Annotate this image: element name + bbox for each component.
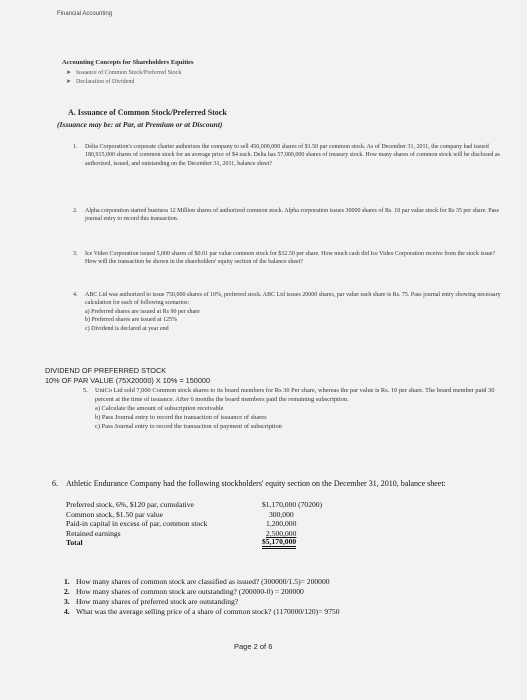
sub-questions bbox=[64, 577, 514, 617]
list-item: 3. How many shares of preferred stock are outstanding? bbox=[64, 597, 239, 606]
table-row: Paid-in capital in excess of par, common stock 1,200,000 bbox=[66, 519, 297, 529]
scenario-item: c) Dividend is declared at year end bbox=[85, 325, 169, 332]
question-4: 4. ABC Ltd was authorized to issue 750,000 shares of 10%, preferred stock. ABC Ltd issues 20000 shares, par value each share is Rs. 75. Pass journal entry showing necessary calculation for each of following scenarios: a) Preferred shares are issued at Rs 90 per share b) Preferred shares are issued at 125% c) Dividend is declared at year end bbox=[85, 291, 505, 333]
scenario-item: a) Preferred shares are issued at Rs 90 per share bbox=[85, 308, 200, 315]
list-item: 2. How many shares of common stock are outstanding? (200000-0) = 200000 bbox=[64, 587, 304, 596]
topic-bullet: ➤ Declaration of Dividend bbox=[66, 79, 135, 85]
arrow-bullet-icon: ➤ bbox=[66, 70, 72, 76]
topic-title: Accounting Concepts for Shareholders Equities bbox=[62, 59, 194, 66]
scenario-item: a) Calculate the amount of subscription receivable bbox=[95, 405, 224, 412]
question-1: 1. Delta Corporation's corporate charter authorizes the company to sell 450,000,000 shares of $1.50 par common stock. As of December 31, 2011, the company had issued 180,915,000 shares of common stock for an average price of $4 each. Delta has 57,000,000 shares of treasury stock. How many shares of common stock will be disclosed as authorized, issued, and outstanding on the December 31, 2011, balance sheet? bbox=[73, 144, 500, 167]
list-item: 4. What was the average selling price of a share of common stock? (1170000/120)= 9750 bbox=[64, 607, 340, 616]
question-6: 6. Athletic Endurance Company had the following stockholders' equity section on the December 31, 2010, balance sheet: bbox=[52, 479, 446, 488]
question-2: 2. Alpha corporation started business 12 Million shares of authorized common stock. Alpha corporation issues 30000 shares of Rs. 10 par value stock for Rs 35 per share. Pass journal entry to record this transaction. bbox=[73, 208, 499, 223]
arrow-bullet-icon: ➤ bbox=[66, 79, 72, 85]
page-number: Page 2 of 6 bbox=[234, 642, 273, 651]
section-a-title: A. Issuance of Common Stock/Preferred Stock bbox=[68, 108, 227, 117]
topic-bullet: ➤ Issuance of Common Stock/Preferred Stock bbox=[66, 70, 182, 76]
header: Financial Accounting bbox=[57, 11, 113, 17]
equity-table bbox=[66, 500, 322, 549]
scenario-item: c) Pass Journal entry to record the transaction of payment of subscription bbox=[95, 423, 282, 430]
table-row: Retained earnings 2,500,000 bbox=[66, 528, 297, 538]
scenario-item: b) Pass Journal entry to record the transaction of issuance of shares bbox=[95, 414, 267, 421]
list-item: 1. How many shares of common stock are classified as issued? (300000/1.5)= 200000 bbox=[64, 577, 330, 586]
question-5: 5. UniCo Ltd sold 7,000 Common stock shares to its board members for Rs 30 Per share, whereas the par value is Rs. 10 per share. The board member paid 30 percent at the time of issuance. After 6 months the board members paid the remaining subscription. a) Calculate the amount of subscription receivable b) Pass Journal entry to record the transaction of issuance of shares c) Pass Journal entry to record the transaction of payment of subscription bbox=[95, 386, 505, 431]
table-row: Preferred stock, 6%, $120 par, cumulative $1,170,000 (70200) bbox=[66, 500, 323, 509]
dividend-note: DIVIDEND OF PREFERRED STOCK 10% OF PAR VALUE (75X20000) X 10% = 150000 bbox=[45, 366, 211, 385]
scenario-item: b) Preferred shares are issued at 125% bbox=[85, 317, 177, 324]
table-row: Common stock, $1.50 par value 300,000 bbox=[66, 509, 294, 519]
section-a-subtitle: (Issuance may be: at Par, at Premium or at Discount) bbox=[57, 120, 223, 129]
table-row-total: Total $5,170,000 bbox=[66, 537, 297, 548]
question-3: 3. Ice Video Corporation issued 5,000 shares of $0.01 par value common stock for $32.50 per share. How much cash did Ice Video Corporation receive from the stock issue? How will the transaction be shown in the shareholders' equity section of the balance sheet? bbox=[73, 251, 496, 266]
